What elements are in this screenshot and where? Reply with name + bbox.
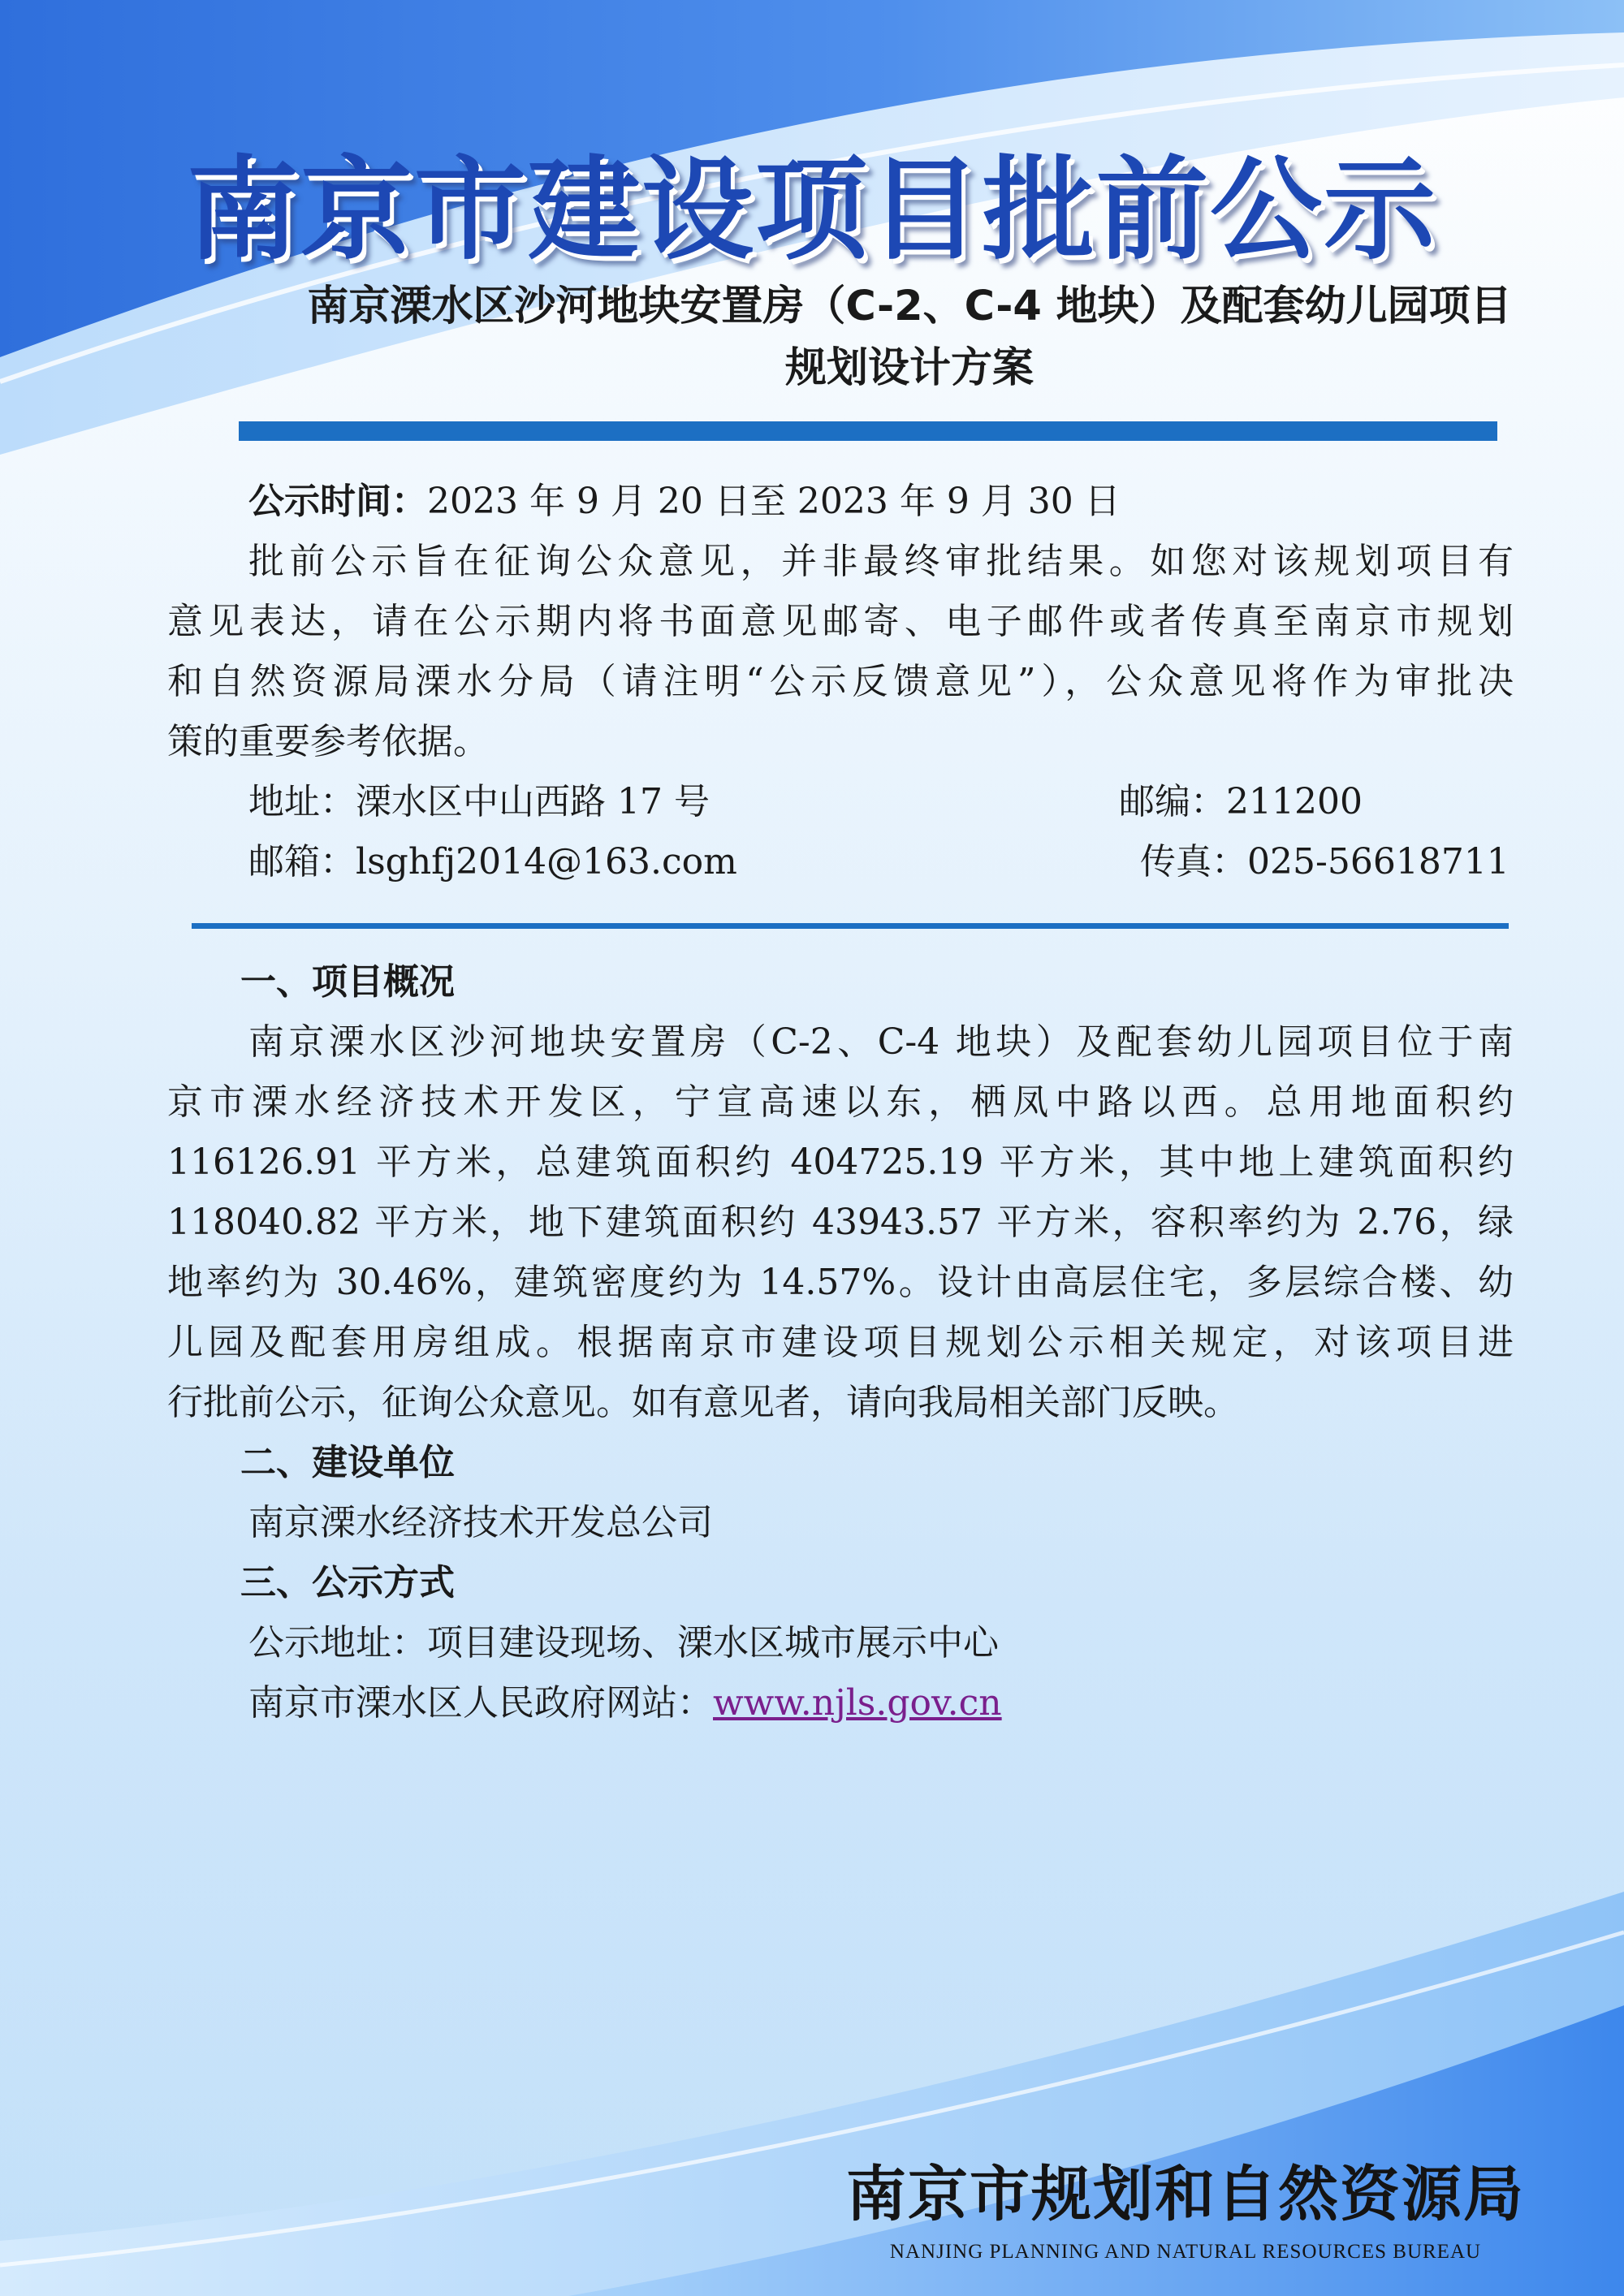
contact-address: 地址：溧水区中山西路 17 号 — [248, 781, 710, 822]
section-divider — [192, 923, 1509, 929]
website-link[interactable]: www.njls.gov.cn — [713, 1682, 1002, 1724]
page-title: 南京市建设项目批前公示 — [186, 143, 1437, 275]
subtitle-line-2: 规划设计方案 — [784, 344, 1034, 392]
contact-fax: 传真：025-56618711 — [1140, 841, 1510, 883]
website-label: 南京市溧水区人民政府网站： — [248, 1682, 713, 1724]
overview-heading: 一、项目概况 — [240, 961, 455, 1003]
overview-line-4: 118040.82 平方米，地下建筑面积约 43943.57 平方米，容积率约为 2.76，绿 — [167, 1202, 1514, 1243]
bureau-name-english: NANJING PLANNING AND NATURAL RESOURCES BUREAU — [889, 2241, 1482, 2263]
contact-postcode: 邮编：211200 — [1119, 781, 1363, 822]
overview-line-3: 116126.91 平方米，总建筑面积约 404725.19 平方米，其中地上建筑面积约 — [167, 1142, 1514, 1183]
overview-line-2: 京市溧水经济技术开发区，宁宣高速以东，栖凤中路以西。总用地面积约 — [167, 1081, 1514, 1123]
builder-name: 南京溧水经济技术开发总公司 — [248, 1502, 713, 1543]
notice-time-value: 2023 年 9 月 20 日至 2023 年 9 月 30 日 — [427, 481, 1121, 522]
intro-line-3: 和自然资源局溧水分局（请注明“公示反馈意见”），公众意见将作为审批决 — [167, 661, 1514, 702]
builder-heading: 二、建设单位 — [240, 1442, 455, 1483]
project-subtitle — [235, 276, 1583, 399]
method-address: 公示地址：项目建设现场、溧水区城市展示中心 — [248, 1622, 999, 1664]
overview-line-5: 地率约为 30.46%，建筑密度约为 14.57%。设计由高层住宅，多层综合楼、幼 — [167, 1262, 1514, 1303]
overview-line-7: 行批前公示，征询公众意见。如有意见者，请向我局相关部门反映。 — [167, 1382, 1239, 1423]
bureau-name: 南京市规划和自然资源局 — [846, 2160, 1525, 2229]
intro-line-1: 批前公示旨在征询公众意见，并非最终审批结果。如您对该规划项目有 — [248, 541, 1514, 582]
notice-time-label: 公示时间： — [248, 481, 427, 522]
subtitle-line-1: 南京溧水区沙河地块安置房（C-2、C-4 地块）及配套幼儿园项目 — [307, 283, 1512, 330]
contact-email: 邮箱：lsghfj2014@163.com — [248, 841, 737, 883]
notice-time — [248, 479, 1121, 524]
overview-line-6: 儿园及配套用房组成。根据南京市建设项目规划公示相关规定，对该项目进 — [167, 1322, 1514, 1363]
intro-line-2: 意见表达，请在公示期内将书面意见邮寄、电子邮件或者传真至南京市规划 — [167, 601, 1514, 642]
method-heading: 三、公示方式 — [240, 1562, 455, 1603]
overview-line-1: 南京溧水区沙河地块安置房（C-2、C-4 地块）及配套幼儿园项目位于南 — [248, 1021, 1514, 1063]
header-divider — [239, 421, 1497, 441]
method-website — [248, 1681, 1002, 1726]
intro-line-4: 策的重要参考依据。 — [167, 721, 489, 762]
